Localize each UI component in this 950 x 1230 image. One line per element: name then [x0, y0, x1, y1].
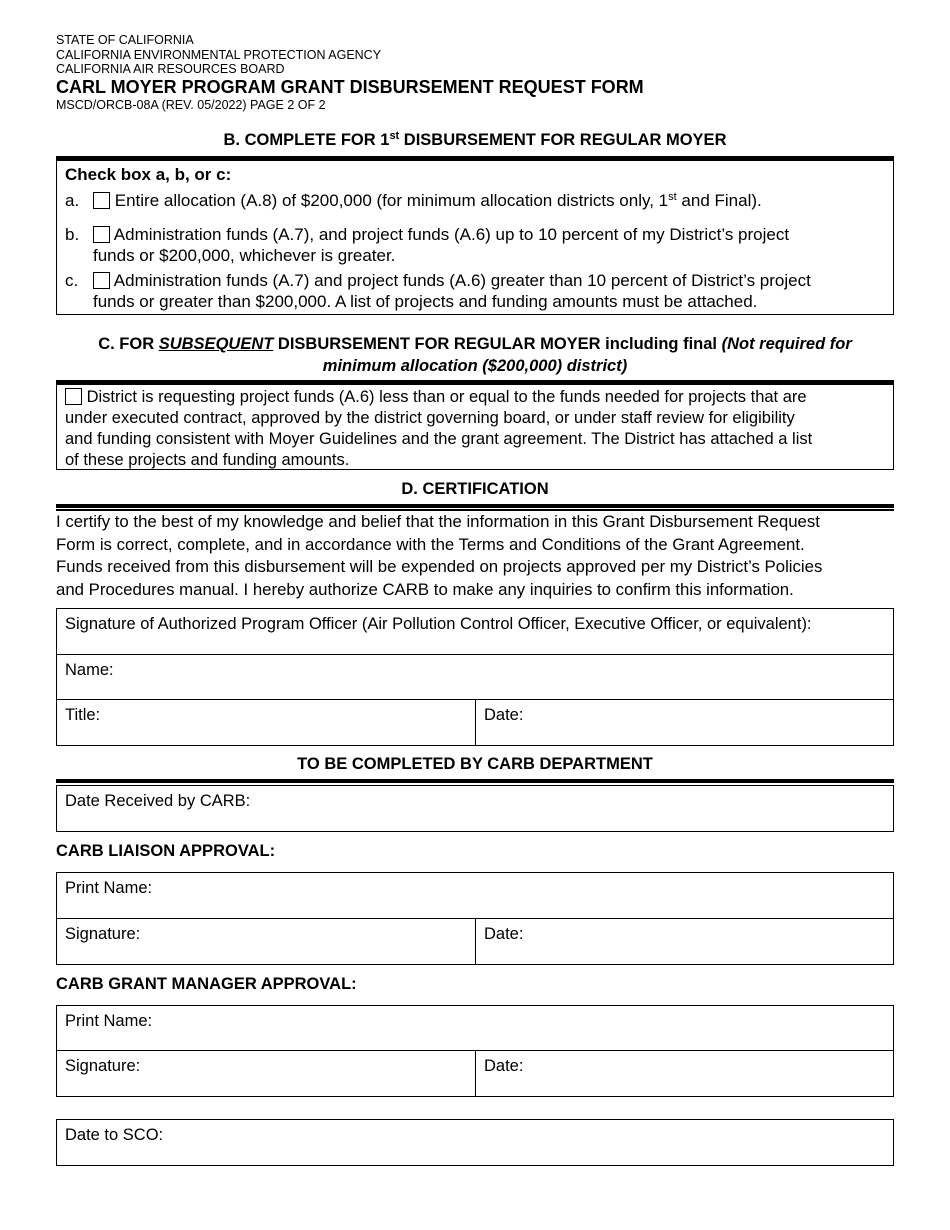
liaison-print-name-label: Print Name: — [65, 879, 153, 897]
subsequent-emphasis: SUBSEQUENT — [158, 335, 274, 353]
agency-header — [56, 33, 381, 77]
liaison-date-field[interactable] — [475, 918, 894, 965]
manager-heading: CARB GRANT MANAGER APPROVAL: — [56, 975, 357, 993]
carb-section-title: TO BE COMPLETED BY CARB DEPARTMENT — [297, 755, 653, 773]
section-c-text — [65, 387, 890, 471]
section-c-checkbox[interactable] — [65, 388, 82, 405]
certification-line1: I certify to the best of my knowledge and belief that the information in this Grant Disbursement Request — [56, 512, 820, 531]
manager-print-name-label: Print Name: — [65, 1012, 153, 1030]
certification-line3: Funds received from this disbursement will be expended on projects approved per my District’s Policies — [56, 557, 823, 576]
agency-line: CALIFORNIA ENVIRONMENTAL PROTECTION AGENCY — [56, 47, 382, 62]
liaison-date-label: Date: — [484, 925, 524, 943]
officer-title-field[interactable] — [56, 699, 476, 746]
option-b-line1: Administration funds (A.7), and project funds (A.6) up to 10 percent of my District’s project — [113, 225, 790, 244]
option-c-row — [93, 270, 893, 291]
officer-date-field[interactable] — [475, 699, 894, 746]
carb-section-rule — [56, 779, 894, 783]
option-a-row — [93, 190, 893, 211]
liaison-signature-field[interactable] — [56, 918, 476, 965]
state-line: STATE OF CALIFORNIA — [56, 33, 194, 47]
section-c-line2: under executed contract, approved by the district governing board, or under staff review for eligibility — [65, 409, 795, 427]
certification-text — [56, 511, 894, 601]
manager-date-label: Date: — [484, 1057, 524, 1075]
option-c-line2: funds or greater than $200,000. A list of projects and funding amounts must be attached. — [93, 292, 758, 311]
section-b-instruction: Check box a, b, or c: — [65, 165, 232, 184]
option-b-letter: b. — [65, 225, 80, 244]
section-b-title: B. COMPLETE FOR 1st DISBURSEMENT FOR REGULAR MOYER — [223, 130, 727, 149]
option-a — [65, 190, 79, 211]
option-c-line1: Administration funds (A.7) and project funds (A.6) greater than 10 percent of District’s project — [113, 271, 811, 290]
option-a-letter: a. — [65, 191, 80, 210]
option-b-line2: funds or $200,000, whichever is greater. — [93, 246, 396, 265]
form-title: CARL MOYER PROGRAM GRANT DISBURSEMENT REQUEST FORM — [56, 77, 644, 97]
date-received-field[interactable] — [56, 785, 894, 832]
option-a-checkbox[interactable] — [93, 192, 110, 209]
officer-signature-label: Signature of Authorized Program Officer (Air Pollution Control Officer, Executive Officer, or equivalent): — [65, 615, 812, 633]
section-c-line1: District is requesting project funds (A.6) less than or equal to the funds needed for projects that are — [86, 388, 807, 406]
section-d-rule — [56, 504, 894, 508]
manager-print-name-field[interactable] — [56, 1005, 894, 1051]
liaison-signature-label: Signature: — [65, 925, 141, 943]
option-c-letter: c. — [65, 271, 79, 290]
section-c-line3: and funding consistent with Moyer Guidelines and the grant agreement. The District has attached a list — [65, 430, 813, 448]
section-c-title: C. FOR SUBSEQUENT DISBURSEMENT FOR REGULAR MOYER including final (Not required for minimum allocation ($200,000) district) — [98, 335, 852, 375]
option-a-label: Entire allocation (A.8) of $200,000 (for minimum allocation districts only, 1st and Final). — [114, 191, 762, 210]
officer-title-label: Title: — [65, 706, 101, 724]
date-to-sco-label: Date to SCO: — [65, 1126, 164, 1144]
certification-line4: and Procedures manual. I hereby authorize CARB to make any inquiries to confirm this information. — [56, 579, 794, 599]
section-c-line4: of these projects and funding amounts. — [65, 451, 350, 469]
date-to-sco-field[interactable] — [56, 1119, 894, 1166]
liaison-print-name-field[interactable] — [56, 872, 894, 919]
liaison-heading: CARB LIAISON APPROVAL: — [56, 842, 276, 860]
option-c-checkbox[interactable] — [93, 272, 110, 289]
manager-signature-field[interactable] — [56, 1050, 476, 1097]
manager-signature-label: Signature: — [65, 1057, 141, 1075]
section-d-title: D. CERTIFICATION — [401, 480, 549, 498]
officer-signature-field[interactable] — [56, 608, 894, 655]
board-line: CALIFORNIA AIR RESOURCES BOARD — [56, 62, 285, 76]
date-received-label: Date Received by CARB: — [65, 792, 251, 810]
officer-name-field[interactable] — [56, 654, 894, 700]
officer-date-label: Date: — [484, 706, 524, 724]
option-b-row — [93, 224, 893, 245]
officer-name-label: Name: — [65, 661, 114, 679]
manager-date-field[interactable] — [475, 1050, 894, 1097]
certification-line2: Form is correct, complete, and in accordance with the Terms and Conditions of the Grant Agreement. — [56, 534, 805, 554]
option-b-checkbox[interactable] — [93, 226, 110, 243]
form-id: MSCD/ORCB-08A (REV. 05/2022) PAGE 2 OF 2 — [56, 98, 326, 112]
